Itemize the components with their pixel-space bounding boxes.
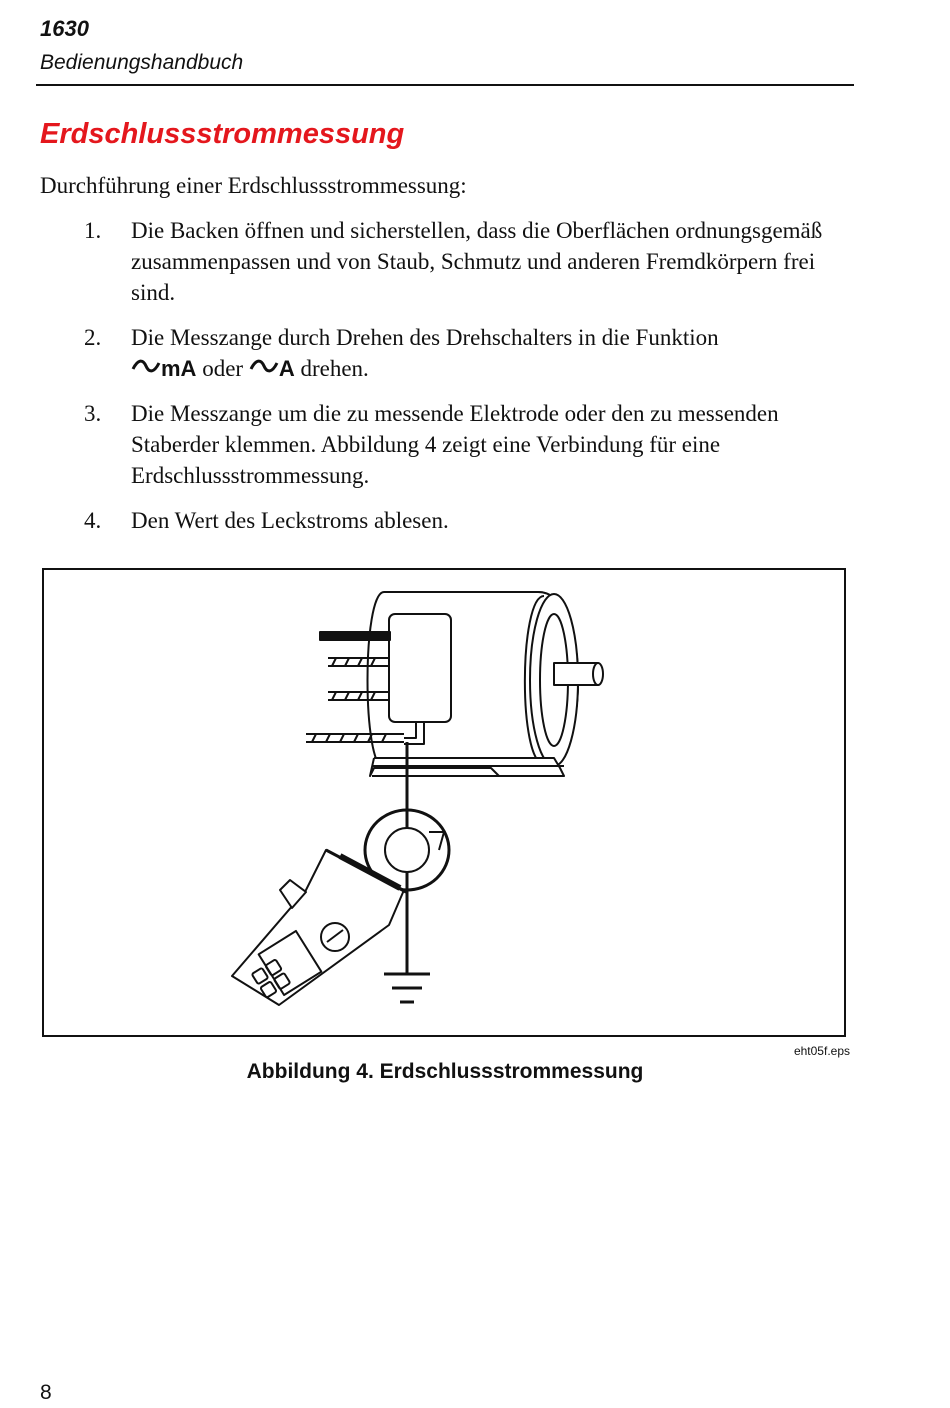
ac-tilde-icon <box>131 359 161 373</box>
step-text: Den Wert des Leckstroms ablesen. <box>131 508 449 533</box>
step-text: Die Backen öffnen und sicherstellen, dass die Oberflächen ordnungsgemäß zusammenpassen und von Staub, Schmutz und anderen Fremdkörpern frei sind. <box>131 218 823 305</box>
list-item <box>0 398 950 491</box>
step-number: 2. <box>84 325 102 350</box>
ac-tilde-icon <box>249 359 279 373</box>
header-model: 1630 <box>40 16 89 41</box>
motor-illustration <box>306 592 603 776</box>
figure-caption: Abbildung 4. Erdschlussstrommessung <box>246 1060 644 1083</box>
header-rule <box>36 84 854 86</box>
step-number: 4. <box>84 508 102 533</box>
step-text <box>131 322 831 384</box>
list-item <box>0 215 950 308</box>
section-title: Erdschlussstrommessung <box>40 118 405 150</box>
function-symbol-ma: mA <box>161 356 197 381</box>
clamp-meter-illustration <box>232 810 449 1005</box>
list-item <box>0 505 950 536</box>
function-symbol-a: A <box>278 356 295 381</box>
header-subtitle: Bedienungshandbuch <box>40 51 244 74</box>
figure-illustration <box>44 570 844 1035</box>
ground-symbol-icon <box>384 974 430 1002</box>
intro-text: Durchführung einer Erdschlussstrommessung: <box>40 173 467 198</box>
step-text-before: Die Messzange durch Drehen des Drehschalters in die Funktion <box>131 325 719 350</box>
figure-frame <box>42 568 846 1037</box>
meter-brand-label: FLUKE <box>343 848 363 863</box>
list-item <box>0 322 950 384</box>
figure-file-label: eht05f.eps <box>793 1044 850 1058</box>
steps-list <box>0 215 950 550</box>
step-text-after: drehen. <box>300 356 369 381</box>
step-text: Die Messzange um die zu messende Elektrode oder den zu messenden Staberder klemmen. Abbildung 4 zeigt eine Verbindung für eine Erdschlussstrommessung. <box>131 401 779 488</box>
step-number: 1. <box>84 218 102 243</box>
step-number: 3. <box>84 401 102 426</box>
step-connector: oder <box>202 356 244 381</box>
page-number: 8 <box>40 1381 52 1404</box>
